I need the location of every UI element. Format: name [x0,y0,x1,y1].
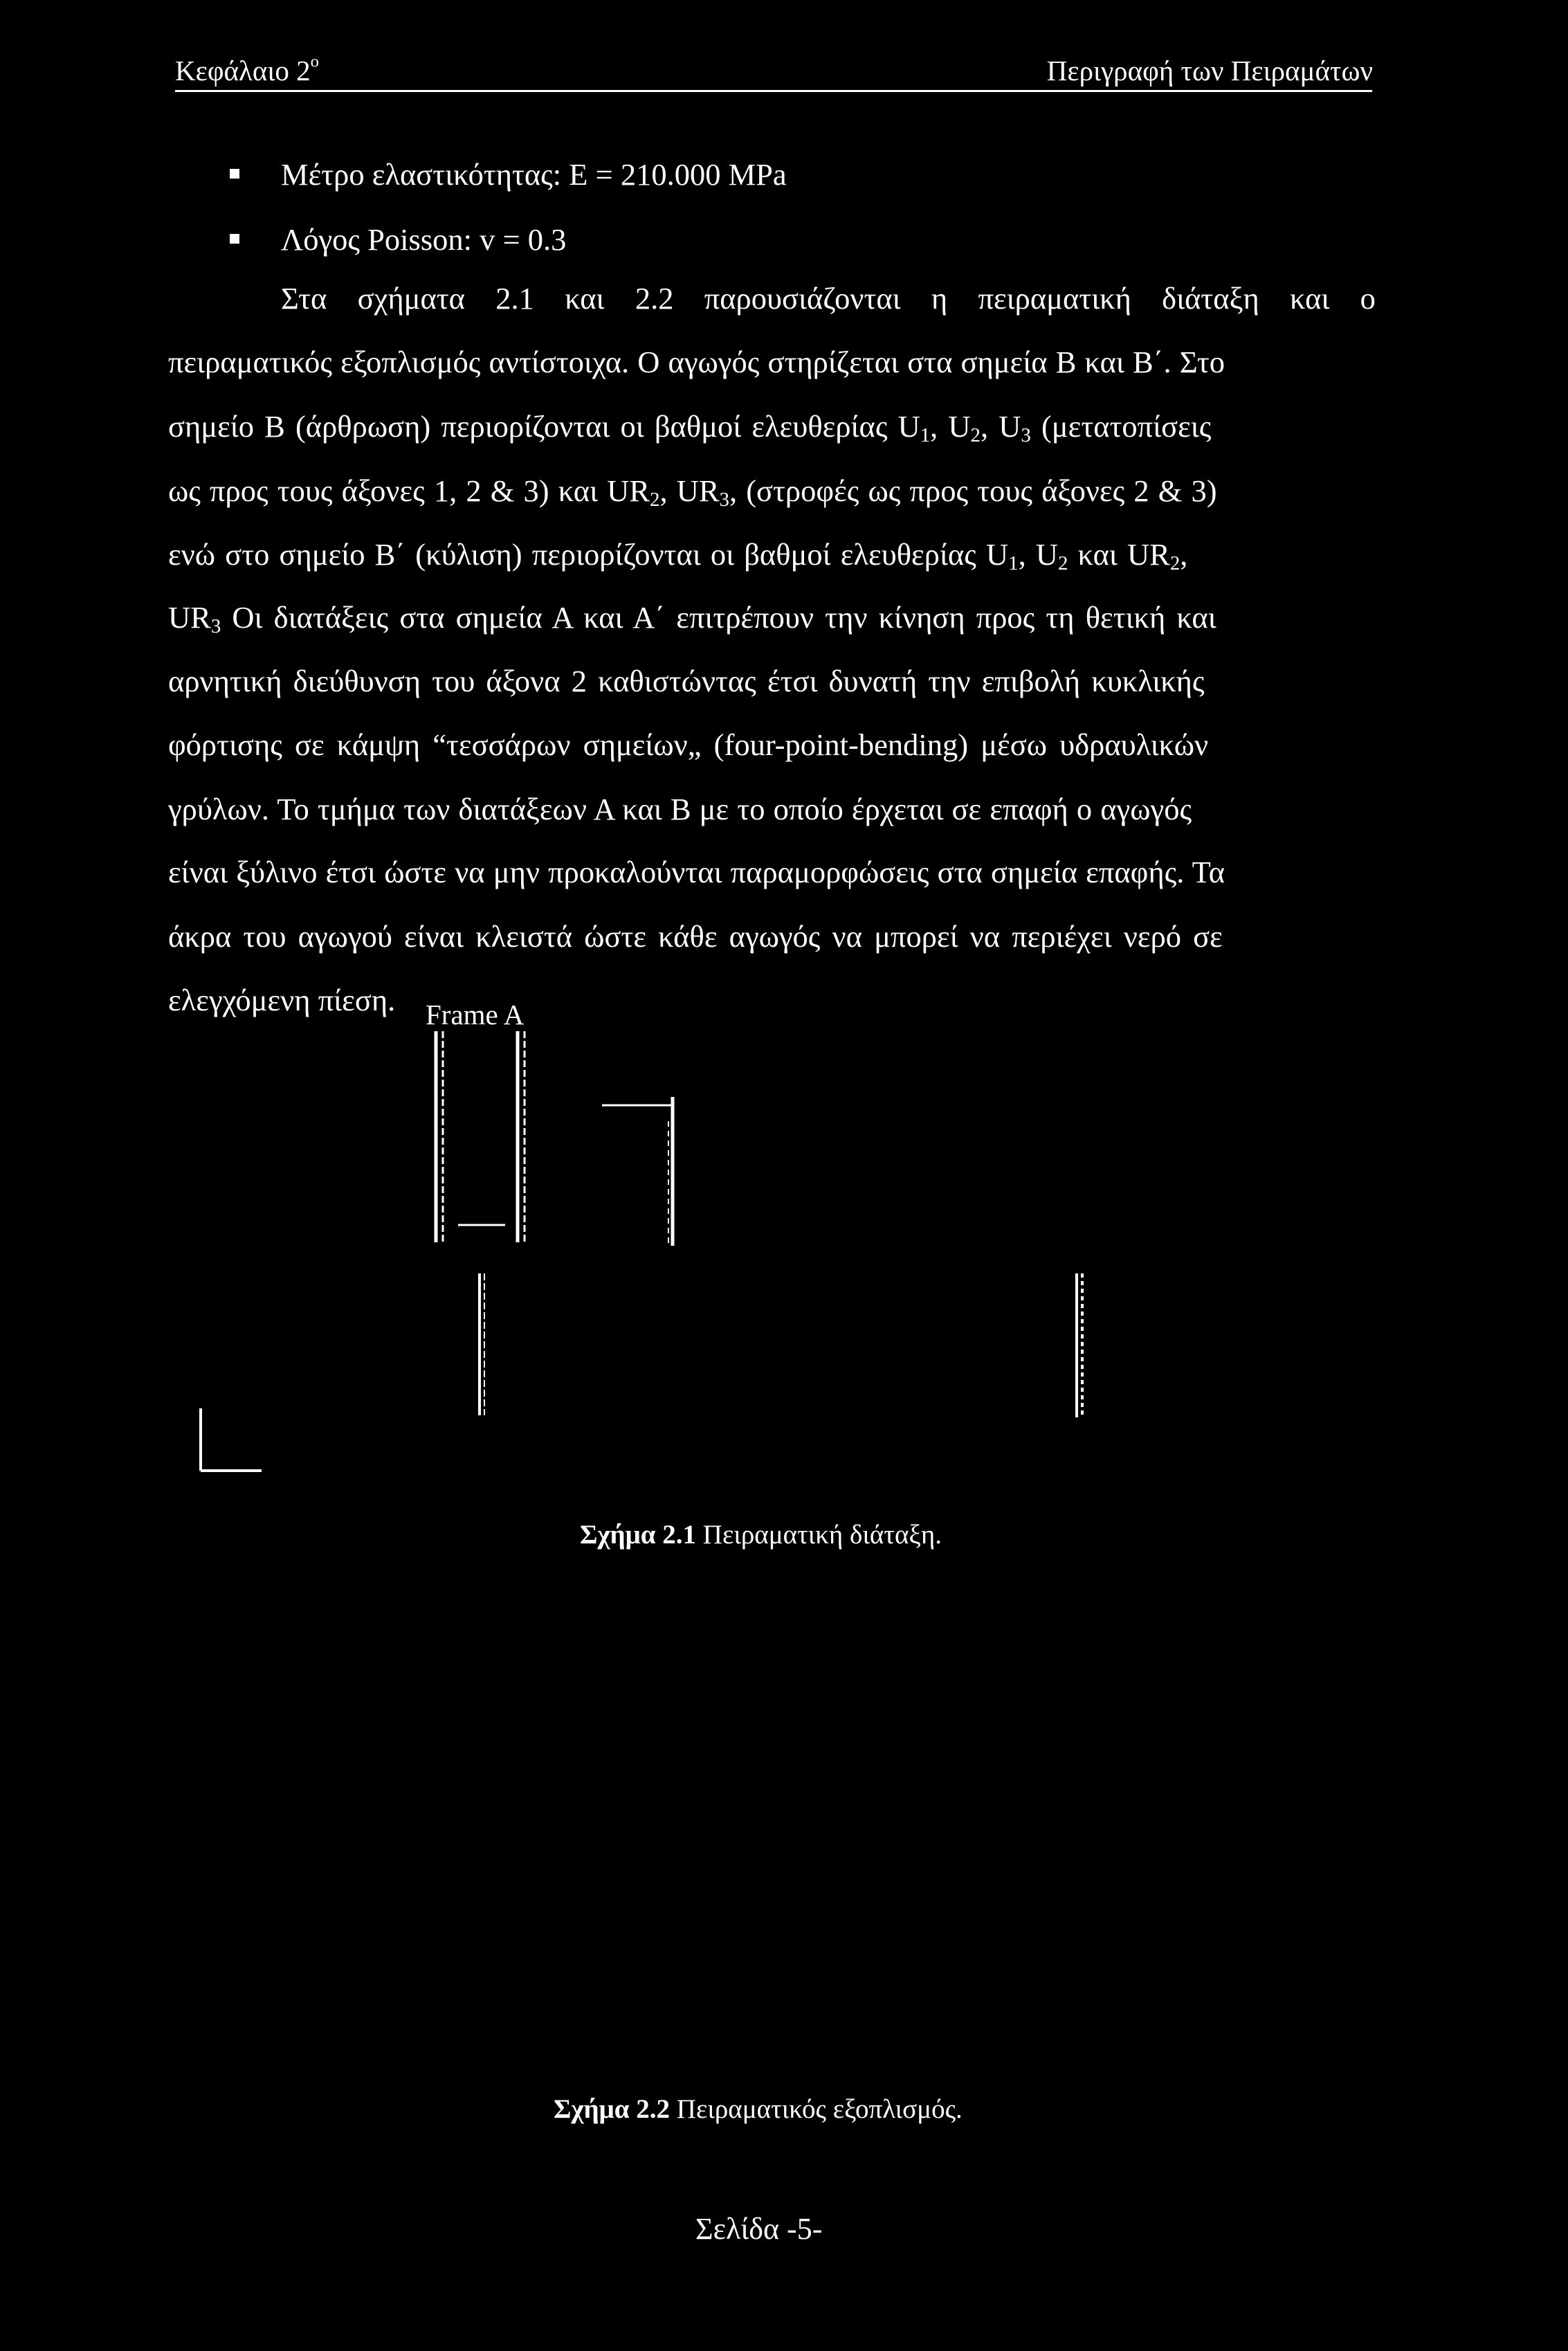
text: ως προς τους άξονες 1, 2 & 3) και UR [168,473,650,508]
subscript: 2 [1169,552,1180,575]
paragraph-line-7: αρνητική διεύθυνση του άξονα 2 καθιστώντας έτσι δυνατή την επιβολή κυκλικής [168,664,1205,698]
subscript: 2 [650,489,660,511]
text: UR [168,600,211,635]
word: ο [1360,281,1376,316]
subscript: 3 [719,489,729,511]
page-number: Σελίδα -5- [695,2212,823,2246]
word: και [1290,281,1330,316]
text: , [1180,537,1188,572]
word: Στα [281,281,327,316]
text: , U [981,409,1021,444]
bullet-item-elastic-modulus: Μέτρο ελαστικότητας: E = 210.000 MPa [281,157,787,192]
caption-number: Σχήμα 2.2 [554,2094,671,2124]
word: πειραματική [978,281,1131,316]
frame-a-label: Frame A [426,999,525,1031]
subscript: 3 [210,615,221,638]
paragraph-line-12: ελεγχόμενη πίεση. [168,983,396,1017]
figure-2-2-caption [554,2094,963,2125]
word: η [931,281,948,316]
text: , U [930,409,971,444]
text: Οι διατάξεις στα σημεία Α και Α΄ επιτρέπουν την κίνηση προς τη θετική και [221,600,1216,635]
text: (μετατοπίσεις [1030,409,1212,444]
caption-text: Πειραματική διάταξη. [696,1520,942,1550]
subscript: 3 [1021,424,1031,447]
chapter-label: Κεφάλαιο 2 [175,55,311,87]
subscript: 1 [1008,552,1019,575]
word: παρουσιάζονται [704,281,901,316]
bullet-item-poisson: Λόγος Poisson: v = 0.3 [281,222,567,257]
subscript: 1 [920,424,931,447]
section-header: Περιγραφή των Πειραμάτων [1046,55,1373,87]
figure-2-1-caption [580,1519,942,1550]
text: , (στροφές ως προς τους άξονες 2 & 3) [729,473,1217,508]
word: διάταξη [1162,281,1259,316]
text: σημείο Β (άρθρωση) περιορίζονται οι βαθμοί ελευθερίας U [168,409,920,444]
text: και UR [1068,537,1170,572]
text: ενώ στο σημείο Β΄ (κύλιση) περιορίζονται οι βαθμοί ελευθερίας U [168,537,1009,572]
word: και [565,281,605,316]
caption-text: Πειραματικός εξοπλισμός. [670,2094,963,2124]
paragraph-line-11: άκρα του αγωγού είναι κλειστά ώστε κάθε αγωγός να μπορεί να περιέχει νερό σε [168,919,1223,954]
text: , U [1018,537,1058,572]
caption-number: Σχήμα 2.1 [580,1520,697,1550]
figure-2-2-image [168,1550,1377,2076]
paragraph-line-10: είναι ξύλινο έτσι ώστε να μην προκαλούνται παραμορφώσεις στα σημεία επαφής. Τα [168,855,1225,889]
frame-a-structure [201,1031,1082,1471]
paragraph-line-8: φόρτισης σε κάμψη “τεσσάρων σημείων„ (four-point-bending) μέσω υδραυλικών [168,727,1209,762]
chapter-sup: ο [310,52,319,71]
subscript: 2 [970,424,981,447]
paragraph-line-9: γρύλων. Το τμήμα των διατάξεων Α και Β με το οποίο έρχεται σε επαφή ο αγωγός [168,792,1192,826]
text: , UR [659,473,720,508]
word: 2.1 [495,281,534,316]
word: 2.2 [635,281,674,316]
subscript: 2 [1057,552,1068,575]
word: σχήματα [357,281,465,316]
paragraph-line-2: πειραματικός εξοπλισμός αντίστοιχα. Ο αγωγός στηρίζεται στα σημεία Β και Β΄. Στο [168,345,1225,379]
